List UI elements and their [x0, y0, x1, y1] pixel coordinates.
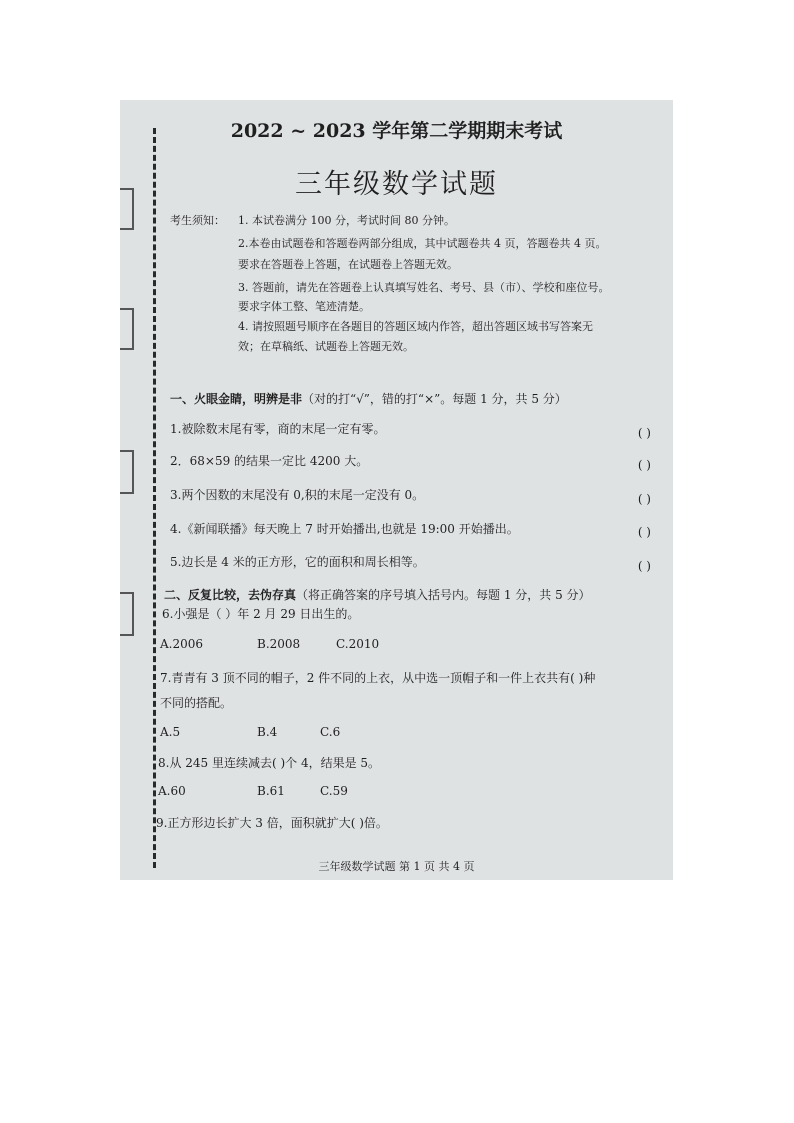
question-3: 3.两个因数的末尾没有 0,积的末尾一定没有 0。 — [170, 488, 425, 502]
answer-paren-2: ( ) — [637, 458, 651, 472]
answer-paren-3: ( ) — [637, 492, 651, 506]
q7-option-b: B.4 — [257, 725, 278, 739]
section2-heading — [164, 584, 591, 603]
question-6: 6.小强是（ ）年 2 月 29 日出生的。 — [162, 607, 360, 621]
exam-subtitle: 三年级数学试题 — [295, 169, 498, 200]
id-box — [120, 308, 134, 350]
question-7-line-1: 7.青青有 3 顶不同的帽子，2 件不同的上衣，从中选一顶帽子和一件上衣共有( )种 — [160, 671, 596, 685]
q6-option-b: B.2008 — [257, 637, 301, 651]
notice-label: 考生须知： — [170, 214, 225, 227]
binding-dashed-line — [153, 128, 156, 868]
section2-note: （将正确答案的序号填入括号内。每题 1 分，共 5 分） — [296, 588, 591, 602]
question-5: 5.边长是 4 米的正方形，它的面积和周长相等。 — [170, 555, 425, 569]
question-4: 4.《新闻联播》每天晚上 7 时开始播出,也就是 19:00 开始播出。 — [170, 522, 519, 536]
notice-line-6: 4. 请按照题号顺序在各题目的答题区域内作答，超出答题区域书写答案无 — [238, 320, 593, 333]
notice-line-2: 2.本卷由试题卷和答题卷两部分组成，其中试题卷共 4 页，答题卷共 4 页。 — [238, 237, 607, 250]
section2-title: 二、反复比较，去伪存真 — [164, 588, 297, 602]
answer-paren-5: ( ) — [637, 559, 651, 573]
notice-line-4: 3. 答题前，请先在答题卷上认真填写姓名、考号、县（市）、学校和座位号。 — [238, 281, 610, 294]
question-7-line-2: 不同的搭配。 — [160, 696, 233, 710]
notice-line-7: 效；在草稿纸、试题卷上答题无效。 — [238, 340, 414, 353]
section1-note: （对的打“√”，错的打“×”。每题 1 分，共 5 分） — [302, 392, 567, 406]
school-box — [120, 450, 134, 494]
answer-paren-4: ( ) — [637, 525, 651, 539]
question-9: 9.正方形边长扩大 3 倍，面积就扩大( )倍。 — [156, 816, 388, 830]
question-1: 1.被除数末尾有零，商的末尾一定有零。 — [170, 422, 386, 436]
notice-line-1: 1. 本试卷满分 100 分，考试时间 80 分钟。 — [238, 214, 455, 227]
question-2: 2．68×59 的结果一定比 4200 大。 — [170, 454, 369, 468]
notice-line-5: 要求字体工整、笔迹清楚。 — [238, 300, 370, 313]
exam-page — [120, 100, 673, 880]
q6-option-a: A.2006 — [160, 637, 204, 651]
q6-option-c: C.2010 — [336, 637, 380, 651]
section1-title: 一、火眼金睛，明辨是非 — [170, 392, 303, 406]
q8-option-c: C.59 — [320, 784, 348, 798]
exam-title: 2022 ~ 2023 学年第二学期期末考试 — [230, 120, 563, 142]
q8-option-b: B.61 — [257, 784, 285, 798]
q8-option-a: A.60 — [158, 784, 186, 798]
seat-box — [120, 592, 134, 636]
notice-line-3: 要求在答题卷上答题，在试题卷上答题无效。 — [238, 258, 458, 271]
page-footer: 三年级数学试题 第 1 页 共 4 页 — [318, 860, 475, 873]
q7-option-c: C.6 — [320, 725, 341, 739]
section1-heading — [170, 388, 567, 407]
answer-paren-1: ( ) — [637, 426, 651, 440]
question-8: 8.从 245 里连续减去( )个 4，结果是 5。 — [158, 756, 381, 770]
q7-option-a: A.5 — [160, 725, 181, 739]
